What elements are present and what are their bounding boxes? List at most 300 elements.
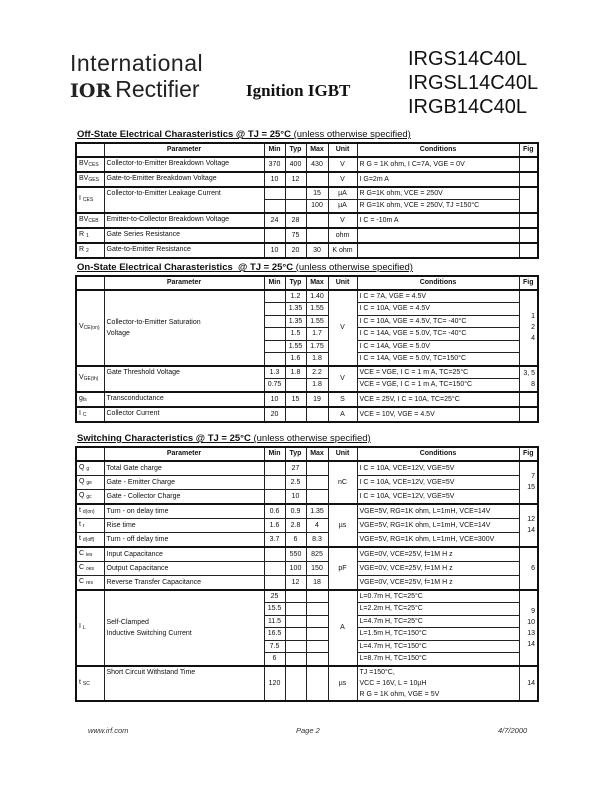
min-value: 11.5: [264, 615, 285, 628]
min-value: [264, 303, 285, 316]
symbol-main: I: [79, 409, 83, 417]
min-value: 120: [264, 666, 285, 701]
typ-value: 15: [285, 392, 306, 407]
symbol-cell: [76, 489, 104, 504]
section-title: On-State Electrical Charasteristics @ TJ = 25°C: [77, 262, 294, 273]
typ-value: 1.5: [285, 328, 306, 341]
symbol-main: g: [79, 394, 83, 402]
max-value: 1.35: [306, 504, 328, 519]
parameter-cell: Gate Series Resistance: [104, 228, 264, 243]
conditions-cell: I C = 10A, VCE=12V, VGE=5V: [357, 461, 519, 476]
document-title: Ignition IGBT: [246, 81, 351, 100]
table-row: [76, 475, 538, 489]
symbol-subscript: ge: [86, 479, 92, 486]
symbol-main: C: [79, 563, 86, 571]
conditions-cell: VGE=0V, VCE=25V, f=1M H z: [357, 547, 519, 562]
min-value: 7.5: [264, 640, 285, 653]
parameter-cell: Input Capacitance: [104, 547, 264, 562]
section-heading: [77, 129, 537, 140]
parameter-cell: Collector-to-Emitter Breakdown Voltage: [104, 157, 264, 172]
figure-ref: [519, 213, 538, 228]
column-header: Typ: [285, 143, 306, 157]
conditions-cell: VGE=0V, VCE=25V, f=1M H z: [357, 561, 519, 575]
column-header: Min: [264, 447, 285, 461]
table-row: [76, 187, 538, 200]
typ-value: 12: [285, 172, 306, 187]
conditions-cell: VCE = 10V, VGE = 4.5V: [357, 407, 519, 422]
typ-value: 75: [285, 228, 306, 243]
footer-url[interactable]: www.irf.com: [88, 726, 129, 735]
symbol-main: BV: [79, 174, 89, 182]
min-value: 10: [264, 243, 285, 258]
parameter-cell: Turn - on delay time: [104, 504, 264, 519]
symbol-subscript: ies: [86, 551, 93, 558]
symbol-main: I: [79, 623, 83, 630]
typ-value: 1.8: [285, 366, 306, 379]
unit-cell: K ohm: [328, 243, 357, 258]
typ-value: 10: [285, 489, 306, 504]
column-header: [76, 143, 104, 157]
unit-cell: V: [328, 290, 357, 366]
symbol-main: t: [79, 534, 83, 542]
symbol-subscript: oes: [86, 565, 95, 572]
symbol-cell: [76, 187, 104, 213]
typ-value: 20: [285, 243, 306, 258]
table-row: [76, 157, 538, 172]
max-value: [306, 640, 328, 653]
column-header: Unit: [328, 143, 357, 157]
max-value: 150: [306, 561, 328, 575]
max-value: 825: [306, 547, 328, 562]
typ-value: [285, 615, 306, 628]
symbol-main: C: [79, 549, 86, 557]
typ-value: [285, 628, 306, 641]
section-heading: [77, 262, 537, 273]
min-value: 3.7: [264, 532, 285, 547]
typ-value: [285, 379, 306, 392]
typ-value: 2.8: [285, 518, 306, 532]
typ-value: 28: [285, 213, 306, 228]
figure-ref: 3, 5 8: [519, 366, 538, 392]
column-header: Conditions: [357, 447, 519, 461]
symbol-subscript: 2: [86, 247, 89, 254]
typ-value: 1.35: [285, 315, 306, 328]
symbol-cell: [76, 590, 104, 666]
min-value: [264, 489, 285, 504]
typ-value: [285, 187, 306, 200]
symbol-subscript: 1: [86, 232, 89, 239]
max-value: [306, 666, 328, 701]
min-value: 10: [264, 392, 285, 407]
min-value: [264, 547, 285, 562]
symbol-cell: [76, 575, 104, 590]
column-header: Parameter: [104, 447, 264, 461]
conditions-cell: VGE=0V, VCE=25V, f=1M H z: [357, 575, 519, 590]
symbol-main: t: [79, 520, 83, 528]
figure-ref: [519, 407, 538, 422]
conditions-cell: L=0.7m H, TC=25°C: [357, 590, 519, 603]
symbol-main: Q: [79, 491, 87, 499]
min-value: 16.5: [264, 628, 285, 641]
figure-ref: 12 14: [519, 504, 538, 547]
column-header: Fig: [519, 447, 538, 461]
characteristics-table: [75, 275, 539, 423]
conditions-cell: I G=2m A: [357, 172, 519, 187]
parameter-cell: Turn - off delay time: [104, 532, 264, 547]
symbol-cell: [76, 243, 104, 258]
conditions-cell: L=4.7m H, TC=150°C: [357, 640, 519, 653]
footer-page: Page 2: [296, 726, 320, 735]
parameter-cell: Output Capacitance: [104, 561, 264, 575]
max-value: 430: [306, 157, 328, 172]
max-value: [306, 461, 328, 476]
column-header: [76, 447, 104, 461]
symbol-main: t: [79, 506, 83, 514]
conditions-cell: R G = 1K ohm, I C=7A, VGE = 0V: [357, 157, 519, 172]
typ-value: 27: [285, 461, 306, 476]
symbol-cell: [76, 518, 104, 532]
section-note: (unless otherwise specified): [293, 262, 413, 273]
company-logo-line1: International: [70, 50, 204, 76]
logo-rectifier-text: Rectifier: [115, 76, 200, 102]
conditions-cell: I C = 7A, VGE = 4.5V: [357, 290, 519, 303]
conditions-cell: L=4.7m H, TC=25°C: [357, 615, 519, 628]
table-row: [76, 561, 538, 575]
typ-value: [285, 640, 306, 653]
symbol-subscript: CES: [82, 197, 94, 203]
min-value: [264, 290, 285, 303]
min-value: [264, 315, 285, 328]
figure-ref: [519, 228, 538, 243]
conditions-cell: I C = -10m A: [357, 213, 519, 228]
symbol-subscript: d(on): [82, 508, 95, 515]
symbol-main: R: [79, 245, 86, 253]
column-header: Parameter: [104, 143, 264, 157]
symbol-subscript: r: [82, 522, 85, 529]
typ-value: 2.5: [285, 475, 306, 489]
column-header: Parameter: [104, 276, 264, 290]
typ-value: 1.2: [285, 290, 306, 303]
ior-logo-mark: IOR: [70, 80, 112, 102]
conditions-cell: VGE=5V, RG=1K ohm, L=1mH, VCE=14V: [357, 518, 519, 532]
typ-value: 400: [285, 157, 306, 172]
symbol-main: t: [79, 678, 83, 686]
max-value: 1.8: [306, 379, 328, 392]
parameter-cell: Collector-to-Emitter Leakage Current: [104, 187, 264, 213]
section-title: Off-State Electrical Charasteristics @ TJ = 25°C: [77, 129, 291, 140]
footer-date: 4/7/2000: [498, 726, 528, 735]
min-value: 20: [264, 407, 285, 422]
conditions-cell: L=8.7m H, TC=150°C: [357, 653, 519, 666]
table-row: [76, 461, 538, 476]
part-numbers: [408, 47, 538, 119]
switching-section: [75, 433, 537, 702]
unit-cell: µA: [328, 187, 357, 200]
table-row: [76, 392, 538, 407]
min-value: 25: [264, 590, 285, 603]
min-value: [264, 187, 285, 200]
table-row: [76, 228, 538, 243]
column-header: Unit: [328, 447, 357, 461]
table-row: [76, 489, 538, 504]
min-value: [264, 461, 285, 476]
figure-ref: 7 15: [519, 461, 538, 504]
typ-value: [285, 653, 306, 666]
conditions-cell: L=2.2m H, TC=25°C: [357, 603, 519, 616]
symbol-main: BV: [79, 215, 89, 223]
column-header: Min: [264, 276, 285, 290]
unit-cell: µs: [328, 504, 357, 547]
typ-value: [285, 603, 306, 616]
symbol-cell: [76, 475, 104, 489]
conditions-cell: I C = 14A, VGE = 5.0V: [357, 340, 519, 353]
min-value: 0.75: [264, 379, 285, 392]
conditions-cell: I C = 14A, VGE = 5.0V, TC=150°C: [357, 353, 519, 366]
unit-cell: S: [328, 392, 357, 407]
table-header-row: [76, 276, 538, 290]
parameter-cell: Gate - Collector Charge: [104, 489, 264, 504]
conditions-cell: R G=1K ohm, VCE = 250V: [357, 187, 519, 200]
symbol-main: R: [79, 230, 86, 238]
table-row: [76, 172, 538, 187]
conditions-cell: I C = 14A, VGE = 5.0V, TC= -40°C: [357, 328, 519, 341]
table-row: [76, 290, 538, 303]
column-header: Max: [306, 447, 328, 461]
typ-value: 1.35: [285, 303, 306, 316]
conditions-cell: I C = 10A, VGE = 4.5V: [357, 303, 519, 316]
characteristics-table: [75, 446, 539, 702]
symbol-cell: [76, 547, 104, 562]
max-value: 19: [306, 392, 328, 407]
typ-value: [285, 200, 306, 213]
part-number: IRGS14C40L: [408, 48, 527, 70]
typ-value: 6: [285, 532, 306, 547]
symbol-cell: [76, 213, 104, 228]
max-value: [306, 489, 328, 504]
unit-cell: V: [328, 172, 357, 187]
column-header: Conditions: [357, 143, 519, 157]
symbol-subscript: g: [86, 465, 90, 472]
typ-value: 550: [285, 547, 306, 562]
table-row: [76, 590, 538, 603]
symbol-cell: [76, 561, 104, 575]
unit-cell: A: [328, 590, 357, 666]
symbol-cell: [76, 157, 104, 172]
parameter-cell: Emitter-to-Collector Breakdown Voltage: [104, 213, 264, 228]
unit-cell: pF: [328, 547, 357, 590]
max-value: [306, 475, 328, 489]
figure-ref: 9 10 13 14: [519, 590, 538, 666]
typ-value: 12: [285, 575, 306, 590]
conditions-cell: I C = 10A, VGE = 4.5V, TC= -40°C: [357, 315, 519, 328]
column-header: [76, 276, 104, 290]
table-row: [76, 366, 538, 379]
parameter-cell: Gate - Emitter Charge: [104, 475, 264, 489]
symbol-main: C: [79, 577, 86, 585]
typ-value: 1.55: [285, 340, 306, 353]
conditions-cell: VCE = VGE, I C = 1 m A, TC=150°C: [357, 379, 519, 392]
conditions-cell: VGE=5V, RG=1K ohm, L=1mH, VCE=300V: [357, 532, 519, 547]
symbol-subscript: gc: [86, 493, 92, 500]
max-value: 30: [306, 243, 328, 258]
unit-cell: V: [328, 213, 357, 228]
max-value: [306, 590, 328, 603]
max-value: [306, 615, 328, 628]
symbol-subscript: fs: [82, 396, 87, 403]
table-row: [76, 532, 538, 547]
symbol-subscript: CE(on): [83, 325, 100, 331]
min-value: [264, 328, 285, 341]
table-row: [76, 547, 538, 562]
symbol-main: I: [79, 195, 83, 202]
conditions-cell: VCE = 25V, I C = 10A, TC=25°C: [357, 392, 519, 407]
company-logo-line2: [70, 76, 200, 103]
min-value: [264, 561, 285, 575]
column-header: Min: [264, 143, 285, 157]
max-value: [306, 407, 328, 422]
column-header: Typ: [285, 447, 306, 461]
typ-value: 1.6: [285, 353, 306, 366]
parameter-cell: Reverse Transfer Capacitance: [104, 575, 264, 590]
section-note: (unless otherwise specified): [250, 433, 371, 444]
max-value: 1.7: [306, 328, 328, 341]
symbol-cell: [76, 504, 104, 519]
parameter-cell: Gate-to-Emitter Resistance: [104, 243, 264, 258]
parameter-cell: Total Gate charge: [104, 461, 264, 476]
parameter-cell: Self-Clamped Inductive Switching Current: [104, 590, 264, 666]
on-state-section: [75, 262, 537, 423]
conditions-cell: TJ =150°C, VCC = 16V, L = 10µH R G = 1K ohm, VGE = 5V: [357, 666, 519, 701]
symbol-cell: [76, 366, 104, 392]
section-note: (unless otherwise specified): [290, 129, 411, 140]
min-value: [264, 353, 285, 366]
typ-value: 100: [285, 561, 306, 575]
conditions-cell: [357, 228, 519, 243]
conditions-cell: R G=1K ohm, VCE = 250V, TJ =150°C: [357, 200, 519, 213]
parameter-cell: Collector-to-Emitter Saturation Voltage: [104, 290, 264, 366]
symbol-subscript: L: [82, 625, 86, 631]
symbol-subscript: C: [82, 411, 87, 418]
column-header: Unit: [328, 276, 357, 290]
max-value: 8.3: [306, 532, 328, 547]
table-row: [76, 575, 538, 590]
table-row: [76, 243, 538, 258]
unit-cell: V: [328, 366, 357, 392]
max-value: 18: [306, 575, 328, 590]
max-value: 1.75: [306, 340, 328, 353]
figure-ref: [519, 187, 538, 213]
max-value: 4: [306, 518, 328, 532]
off-state-section: [75, 129, 537, 259]
symbol-cell: [76, 172, 104, 187]
unit-cell: ohm: [328, 228, 357, 243]
symbol-cell: [76, 407, 104, 422]
section-title: Switching Characteristics @ TJ = 25°C: [77, 433, 251, 444]
symbol-cell: [76, 461, 104, 476]
max-value: [306, 228, 328, 243]
symbol-cell: [76, 290, 104, 366]
min-value: 0.6: [264, 504, 285, 519]
max-value: [306, 628, 328, 641]
max-value: [306, 172, 328, 187]
column-header: Conditions: [357, 276, 519, 290]
typ-value: 0.9: [285, 504, 306, 519]
table-header-row: [76, 143, 538, 157]
symbol-cell: [76, 228, 104, 243]
max-value: 1.55: [306, 315, 328, 328]
symbol-main: V: [79, 323, 84, 330]
min-value: [264, 475, 285, 489]
parameter-cell: Gate-to-Emitter Breakdown Voltage: [104, 172, 264, 187]
min-value: 370: [264, 157, 285, 172]
conditions-cell: VGE=5V, RG=1K ohm, L=1mH, VCE=14V: [357, 504, 519, 519]
unit-cell: µA: [328, 200, 357, 213]
min-value: 15.5: [264, 603, 285, 616]
unit-cell: nC: [328, 461, 357, 504]
conditions-cell: L=1.5m H, TC=150°C: [357, 628, 519, 641]
column-header: Max: [306, 143, 328, 157]
figure-ref: [519, 172, 538, 187]
table-row: [76, 666, 538, 701]
symbol-subscript: res: [86, 579, 93, 586]
min-value: [264, 575, 285, 590]
max-value: 15: [306, 187, 328, 200]
min-value: 1.6: [264, 518, 285, 532]
column-header: Fig: [519, 276, 538, 290]
typ-value: [285, 666, 306, 701]
unit-cell: V: [328, 157, 357, 172]
max-value: [306, 213, 328, 228]
symbol-cell: [76, 392, 104, 407]
table-header-row: [76, 447, 538, 461]
parameter-cell: Rise time: [104, 518, 264, 532]
characteristics-table: [75, 142, 539, 259]
min-value: [264, 228, 285, 243]
table-row: [76, 518, 538, 532]
min-value: [264, 340, 285, 353]
symbol-subscript: d(off): [82, 536, 95, 543]
typ-value: [285, 407, 306, 422]
symbol-subscript: GES: [88, 176, 99, 183]
figure-ref: 14: [519, 666, 538, 701]
figure-ref: 6: [519, 547, 538, 590]
symbol-cell: [76, 666, 104, 701]
figure-ref: [519, 392, 538, 407]
symbol-subscript: CEB: [88, 217, 99, 224]
symbol-main: V: [79, 374, 84, 381]
symbol-main: BV: [79, 159, 89, 167]
conditions-cell: I C = 10A, VCE=12V, VGE=5V: [357, 475, 519, 489]
min-value: [264, 200, 285, 213]
parameter-cell: Collector Current: [104, 407, 264, 422]
unit-cell: µs: [328, 666, 357, 701]
symbol-main: Q: [79, 477, 87, 485]
table-row: [76, 213, 538, 228]
symbol-subscript: CES: [88, 161, 99, 168]
max-value: 100: [306, 200, 328, 213]
unit-cell: A: [328, 407, 357, 422]
figure-ref: [519, 243, 538, 258]
part-number: IRGB14C40L: [408, 96, 527, 118]
max-value: 1.40: [306, 290, 328, 303]
figure-ref: 1 2 4: [519, 290, 538, 366]
symbol-subscript: GE(th): [83, 376, 99, 382]
min-value: 1.3: [264, 366, 285, 379]
table-row: [76, 504, 538, 519]
max-value: [306, 653, 328, 666]
min-value: 6: [264, 653, 285, 666]
symbol-main: Q: [79, 463, 87, 471]
